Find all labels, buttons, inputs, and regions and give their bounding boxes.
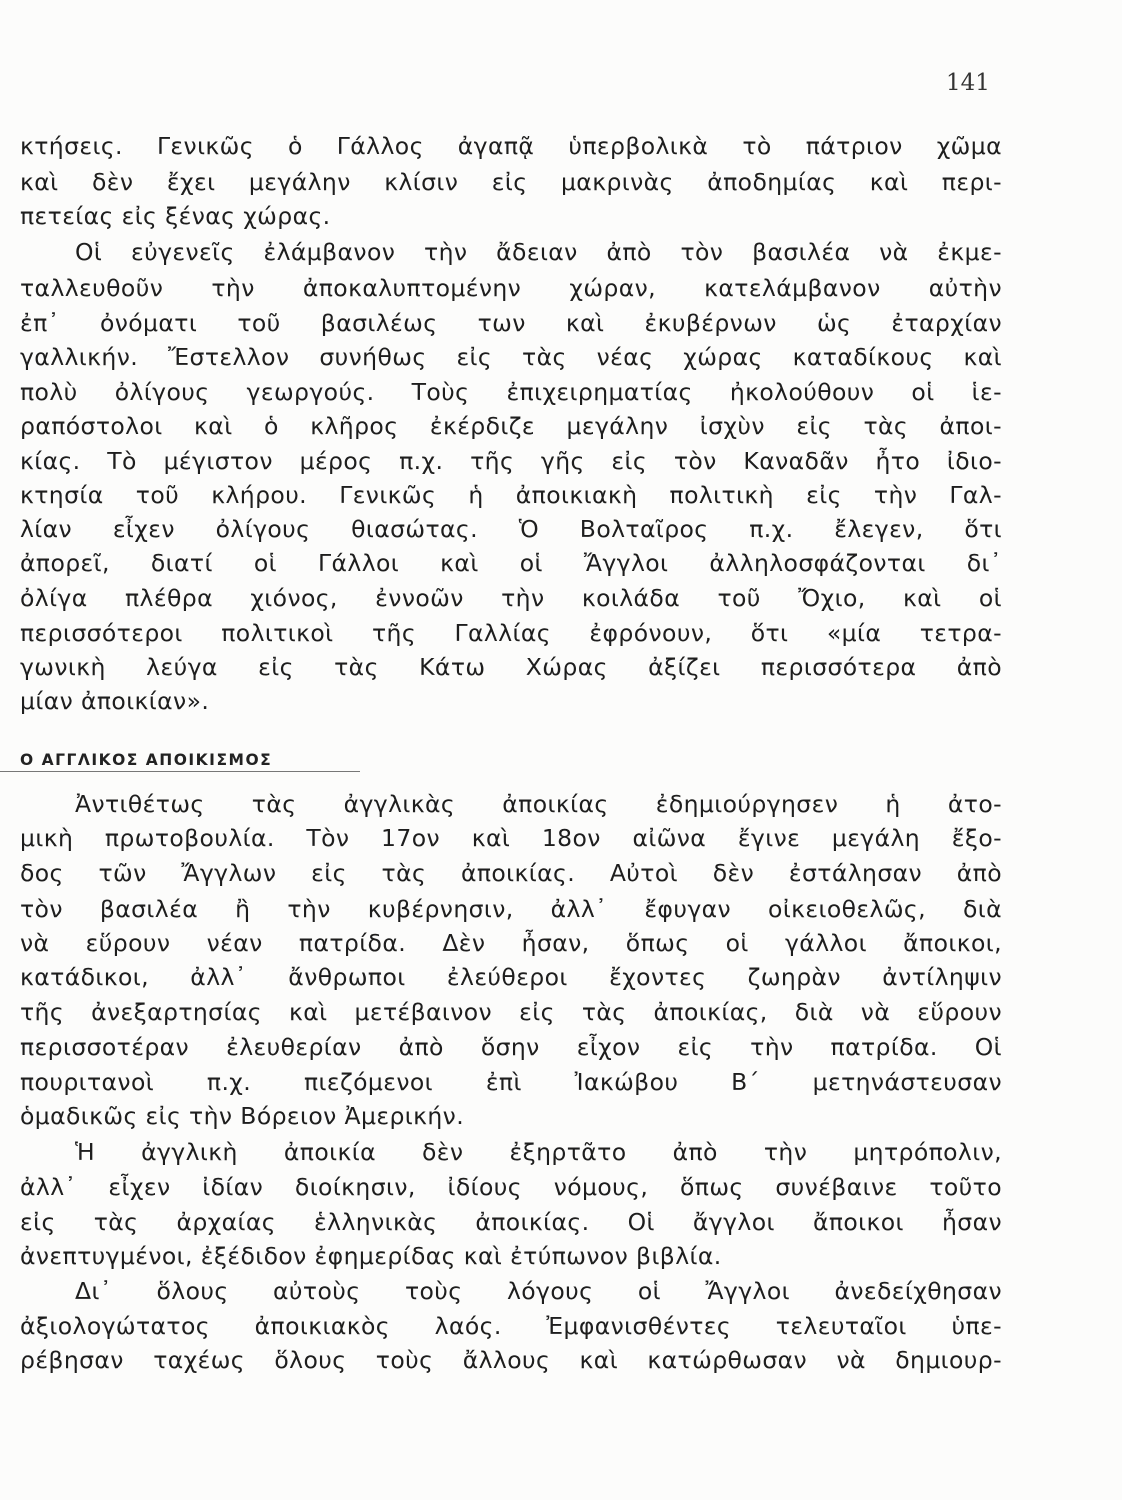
text-line: ταλλευθοῦν τὴν ἀποκαλυπτομένην χώραν, κατελάμβανον αὐτὴν [20,274,1002,302]
text-line: κατάδικοι, ἀλλ᾽ ἄνθρωποι ἐλεύθεροι ἔχοντες ζωηρὰν ἀντίληψιν [20,963,1002,991]
text-line: καὶ δὲν ἔχει μεγάλην κλίσιν εἰς μακρινὰς ἀποδημίας καὶ περι- [20,168,1002,196]
text-line: Ἀντιθέτως τὰς ἀγγλικὰς ἀποικίας ἐδημιούργησεν ἡ ἀτο- [75,790,1002,818]
text-line: ἀλλ᾽ εἶχεν ἰδίαν διοίκησιν, ἰδίους νόμους, ὅπως συνέβαινε τοῦτο [20,1173,1002,1201]
text-line: γωνικὴ λεύγα εἰς τὰς Κάτω Χώρας ἀξίζει περισσότερα ἀπὸ [20,653,1002,681]
text-line: τῆς ἀνεξαρτησίας καὶ μετέβαινον εἰς τὰς ἀποικίας, διὰ νὰ εὕρουν [20,998,1002,1026]
text-line: ὁμαδικῶς εἰς τὴν Βόρειον Ἀμερικήν. [20,1102,465,1130]
text-line: μικὴ πρωτοβουλία. Τὸν 17ον καὶ 18ον αἰῶνα ἔγινε μεγάλη ἔξο- [20,824,1002,852]
text-line: ραπόστολοι καὶ ὁ κλῆρος ἐκέρδιζε μεγάλην ἰσχὺν εἰς τὰς ἀποι- [20,412,1002,440]
text-line: μίαν ἀποικίαν». [20,687,210,715]
page-number: 141 [946,70,990,96]
text-line: γαλλικήν. Ἔστελλον συνήθως εἰς τὰς νέας χώρας καταδίκους καὶ [20,343,1002,371]
text-line: κτήσεις. Γενικῶς ὁ Γάλλος ἀγαπᾷ ὑπερβολικὰ τὸ πάτριον χῶμα [20,132,1002,160]
text-line: εἰς τὰς ἀρχαίας ἑλληνικὰς ἀποικίας. Οἱ ἄγγλοι ἄποικοι ἦσαν [20,1208,1002,1236]
text-line: ἀνεπτυγμένοι, ἐξέδιδον ἐφημερίδας καὶ ἐτύπωνον βιβλία. [20,1242,722,1270]
text-line: ἀπορεῖ, διατί οἱ Γάλλοι καὶ οἱ Ἄγγλοι ἀλληλοσφάζονται δι᾽ [20,549,1002,577]
text-line: κτησία τοῦ κλήρου. Γενικῶς ἡ ἀποικιακὴ πολιτικὴ εἰς τὴν Γαλ- [20,481,1002,509]
text-line: δος τῶν Ἄγγλων εἰς τὰς ἀποικίας. Αὐτοὶ δὲν ἐστάλησαν ἀπὸ [20,859,1002,887]
text-line: Οἱ εὐγενεῖς ἐλάμβανον τὴν ἄδειαν ἀπὸ τὸν βασιλέα νὰ ἐκμε- [75,238,1002,266]
section-heading: Ο ΑΓΓΛΙΚΟΣ ΑΠΟΙΚΙΣΜΟΣ [20,751,273,769]
heading-underline [0,771,360,772]
text-line: πετείας εἰς ξένας χώρας. [20,202,331,230]
text-line: Ἡ ἀγγλικὴ ἀποικία δὲν ἐξηρτᾶτο ἀπὸ τὴν μητρόπολιν, [75,1138,1002,1166]
text-line: πολὺ ὀλίγους γεωργούς. Τοὺς ἐπιχειρηματίας ἠκολούθουν οἱ ἱε- [20,378,1002,406]
text-line: λίαν εἶχεν ὀλίγους θιασώτας. Ὁ Βολταῖρος π.χ. ἔλεγεν, ὅτι [20,515,1002,543]
text-line: τὸν βασιλέα ἢ τὴν κυβέρνησιν, ἀλλ᾽ ἔφυγαν οἰκειοθελῶς, διὰ [20,895,1002,923]
text-line: νὰ εὕρουν νέαν πατρίδα. Δὲν ἦσαν, ὅπως οἱ γάλλοι ἄποικοι, [20,929,1002,957]
text-line: περισσότεροι πολιτικοὶ τῆς Γαλλίας ἐφρόνουν, ὅτι «μία τετρα- [20,619,1002,647]
text-line: Δι᾽ ὅλους αὐτοὺς τοὺς λόγους οἱ Ἄγγλοι ἀνεδείχθησαν [75,1277,1002,1305]
text-line: ὀλίγα πλέθρα χιόνος, ἐννοῶν τὴν κοιλάδα τοῦ Ὄχιο, καὶ οἱ [20,584,1002,612]
text-line: περισσοτέραν ἐλευθερίαν ἀπὸ ὅσην εἶχον εἰς τὴν πατρίδα. Οἱ [20,1033,1002,1061]
text-line: ἀξιολογώτατος ἀποικιακὸς λαός. Ἐμφανισθέντες τελευταῖοι ὑπε- [20,1312,1002,1340]
text-line: κίας. Τὸ μέγιστον μέρος π.χ. τῆς γῆς εἰς τὸν Καναδᾶν ἦτο ἰδιο- [20,447,1002,475]
text-line: ἐπ᾽ ὀνόματι τοῦ βασιλέως των καὶ ἐκυβέρνων ὡς ἐταρχίαν [20,309,1002,337]
text-line: πουριτανοὶ π.χ. πιεζόμενοι ἐπὶ Ἰακώβου Β΄ μετηνάστευσαν [20,1068,1002,1096]
text-line: ρέβησαν ταχέως ὅλους τοὺς ἄλλους καὶ κατώρθωσαν νὰ δημιουρ- [20,1346,1002,1374]
